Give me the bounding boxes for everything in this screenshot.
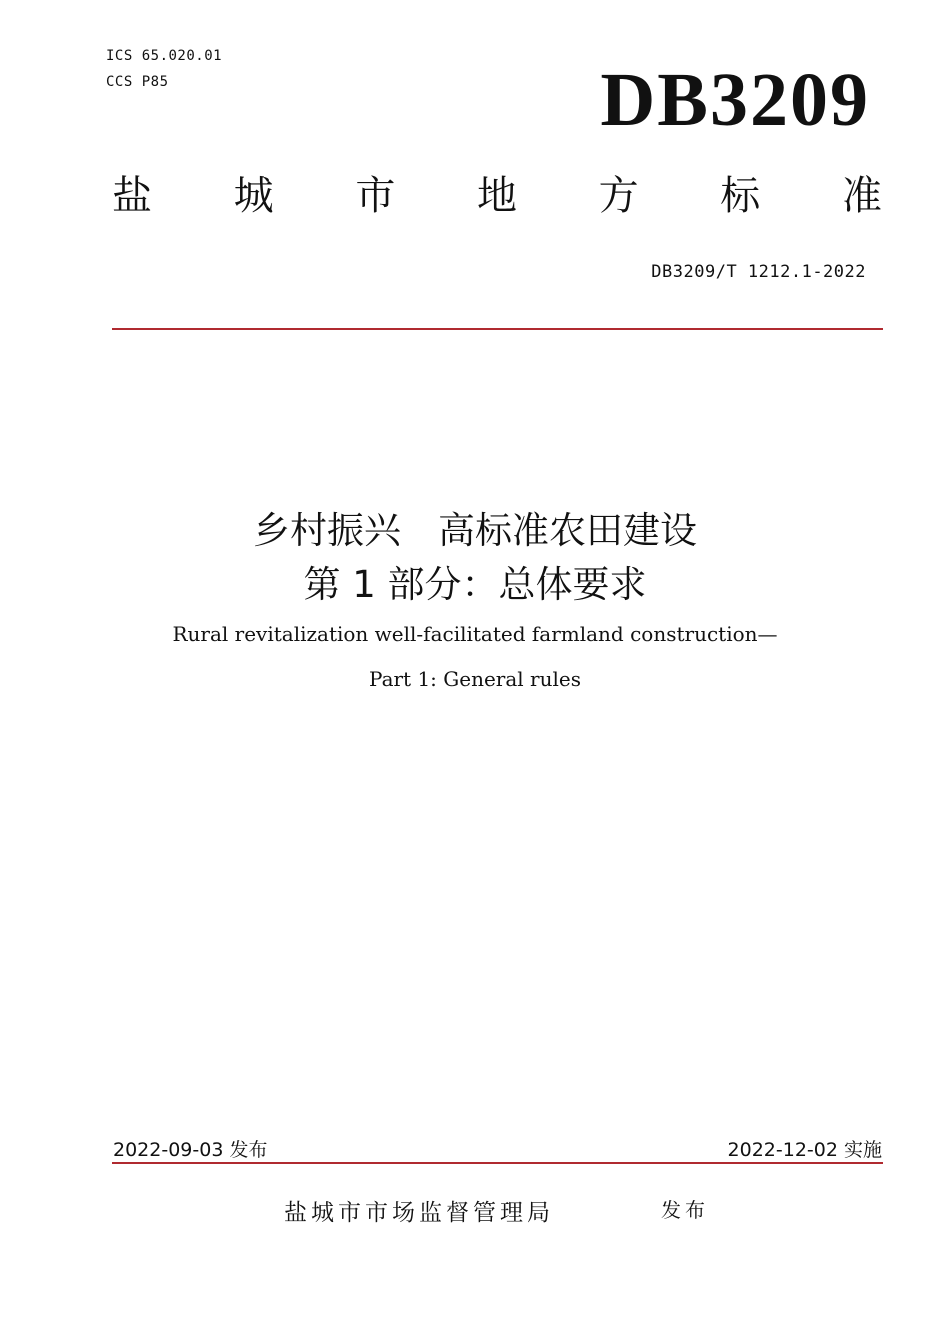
issuer-action: 发布 <box>661 1198 709 1222</box>
top-divider <box>112 328 883 330</box>
title-english-line-2: Part 1: General rules <box>369 667 581 691</box>
ccs-code: CCS P85 <box>106 74 169 90</box>
standard-type-char: 地 <box>476 173 517 219</box>
standard-type-char: 市 <box>355 173 396 219</box>
standard-number: DB3209/T 1212.1-2022 <box>651 262 866 282</box>
title-chinese-line-2: 第 1 部分：总体要求 <box>303 563 647 606</box>
issuing-authority: 盐城市市场监督管理局 <box>284 1200 554 1226</box>
standard-code-logo: DB3209 <box>600 58 870 142</box>
standard-type-char: 盐 <box>112 173 152 219</box>
standard-type-char: 城 <box>233 173 274 219</box>
standard-type-char: 方 <box>598 173 639 219</box>
ics-code: ICS 65.020.01 <box>106 48 223 64</box>
title-english-line-1: Rural revitalization well-facilitated farmland construction— <box>172 622 778 646</box>
standard-type-title <box>112 173 882 219</box>
issue-date: 2022-09-03 发布 <box>113 1139 268 1161</box>
title-chinese-line-1: 乡村振兴 高标准农田建设 <box>253 509 697 552</box>
standard-type-char: 准 <box>841 173 882 219</box>
implementation-date: 2022-12-02 实施 <box>727 1139 882 1161</box>
standard-type-char: 标 <box>720 173 761 219</box>
bottom-divider <box>112 1162 883 1164</box>
